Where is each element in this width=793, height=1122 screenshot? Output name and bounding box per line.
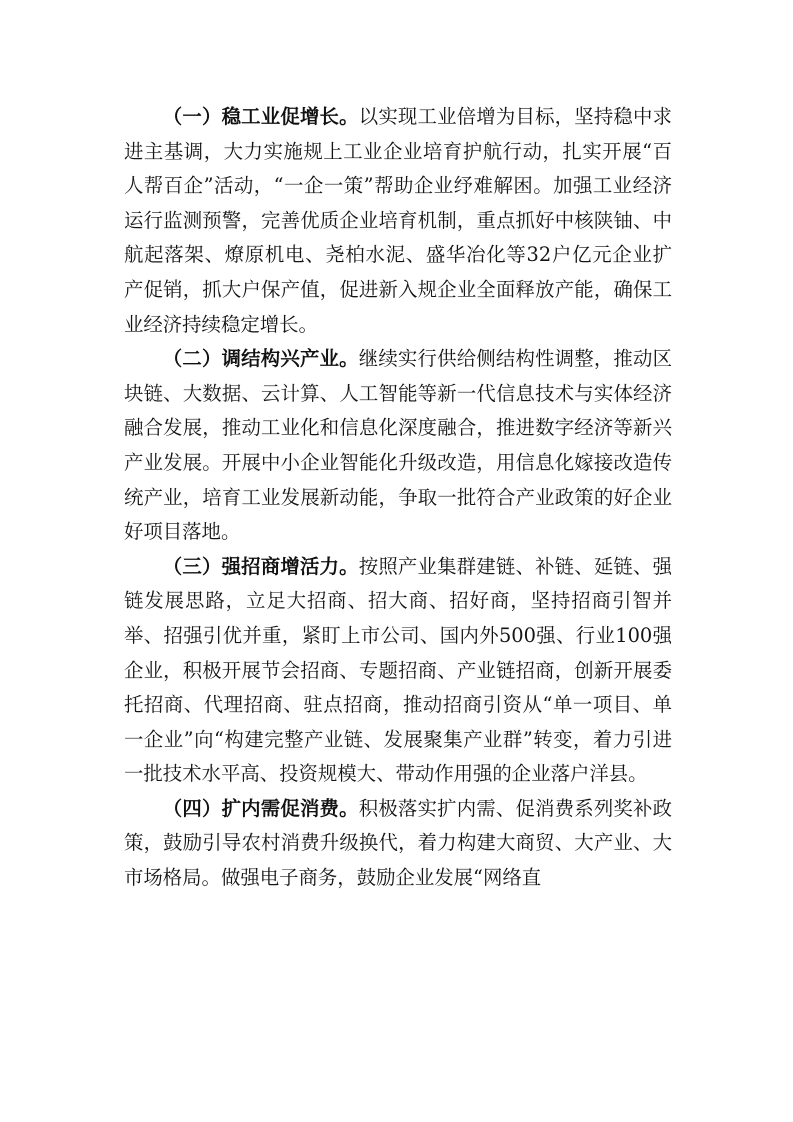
section-body: 以实现工业倍增为目标，坚持稳中求进主基调，大力实施规上工业企业培育护航行动，扎实开展“百人帮百企”活动，“一企一策”帮助企业纾难解困。加强工业经济运行监测预警，完善优质企业培育机制，重点抓好中核陕铀、中航起落架、燎原机电、尧柏水泥、盛华冶化等32户亿元企业扩产促销，抓大户保产值，促进新入规企业全面释放产能，确保工业经济持续稳定增长。: [124, 105, 673, 336]
paragraph-adjust-structure: [124, 342, 672, 550]
section-heading: （一）稳工业促增长。: [162, 105, 359, 128]
section-body: 按照产业集群建链、补链、延链、强链发展思路，立足大招商、招大商、招好商，坚持招商引智并举、招强引优并重，紧盯上市公司、国内外500强、行业100强企业，积极开展节会招商、专题招商、产业链招商，创新开展委托招商、代理招商、驻点招商，推动招商引资从“单一项目、单一企业”向“构建完整产业链、发展聚集产业群”转变，着力引进一批技术水平高、投资规模大、带动作用强的企业落户洋县。: [124, 554, 673, 786]
paragraph-stabilize-industry: [124, 100, 672, 342]
section-heading: （三）强招商增活力。: [162, 554, 359, 578]
section-heading: （二）调结构兴产业。: [162, 347, 359, 371]
document-body: [124, 100, 672, 896]
paragraph-domestic-demand: [124, 792, 672, 896]
section-heading: （四）扩内需促消费。: [162, 796, 359, 820]
section-body: 继续实行供给侧结构性调整，推动区块链、大数据、云计算、人工智能等新一代信息技术与实体经济融合发展，推动工业化和信息化深度融合，推进数字经济等新兴产业发展。开展中小企业智能化升级改造，用信息化嫁接改造传统产业，培育工业发展新动能，争取一批符合产业政策的好企业好项目落地。: [124, 347, 673, 544]
section-body: 积极落实扩内需、促消费系列奖补政策，鼓励引导农村消费升级换代，着力构建大商贸、大产业、大市场格局。做强电子商务，鼓励企业发展“网络直: [124, 796, 673, 890]
paragraph-investment-attraction: [124, 550, 672, 792]
